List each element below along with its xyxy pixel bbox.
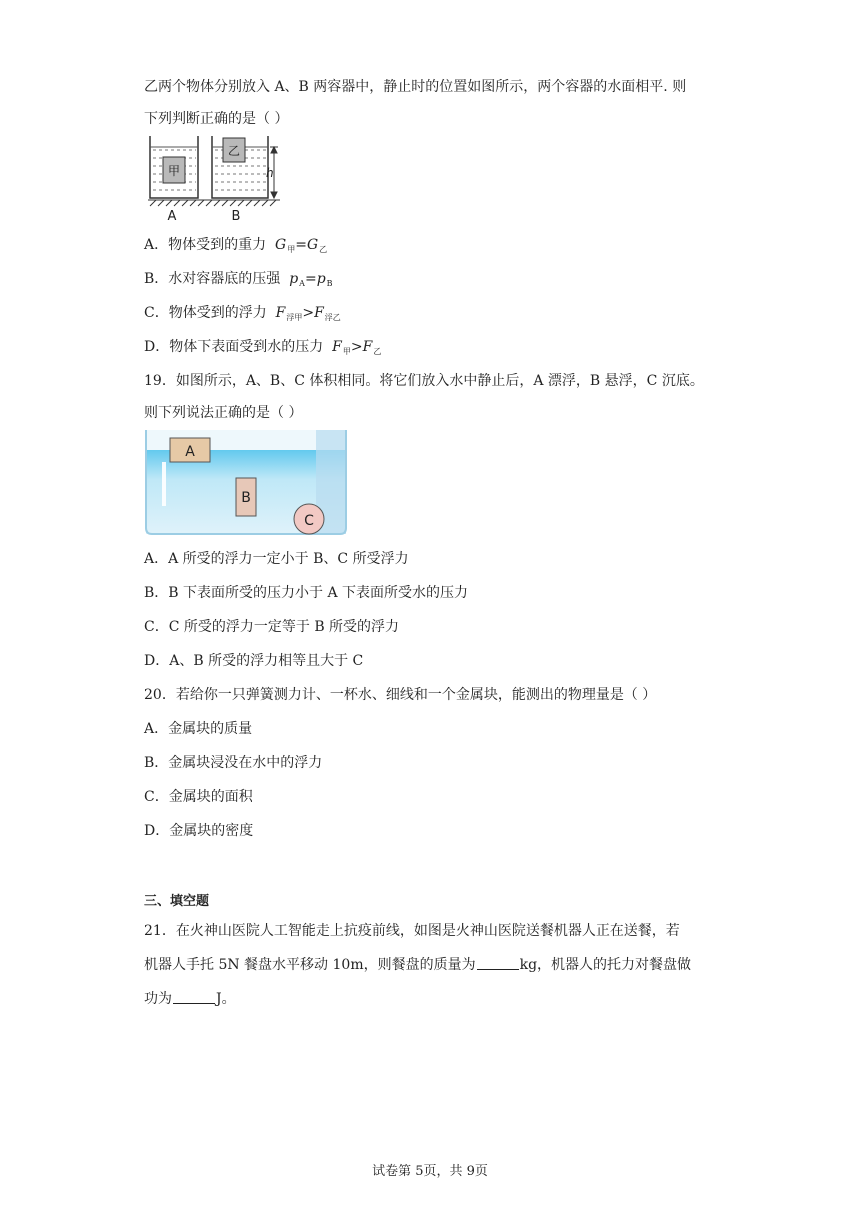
q18-option-c[interactable]: C．物体受到的浮力 $F_{浮甲}>F_{浮乙}$ [144,305,341,322]
answer-blank-work[interactable] [173,991,215,1004]
q19-option-c[interactable]: C．C 所受的浮力一定等于 B 所受的浮力 [144,619,400,635]
q18-text-line1: 乙两个物体分别放入 A、B 两容器中，静止时的位置如图所示，两个容器的水面相平. 则 [144,79,687,95]
ball-c-label: C [304,513,314,529]
q19-option-a[interactable]: A．A 所受的浮力一定小于 B、C 所受浮力 [144,551,409,567]
q19-text-line2: 则下列说法正确的是（ ） [144,405,303,421]
block-jia-label: 甲 [167,164,181,178]
q20-option-b[interactable]: B．金属块浸没在水中的浮力 [144,755,323,771]
glass-highlight [162,462,166,506]
q19-option-b[interactable]: B．B 下表面所受的压力小于 A 下表面所受水的压力 [144,585,469,601]
q18-text-line2: 下列判断正确的是（ ） [144,111,289,127]
q20-option-c[interactable]: C．金属块的面积 [144,789,253,805]
q19-figure [144,428,348,536]
q18-option-a[interactable]: A．物体受到的重力 $G_甲=G_乙$ [144,237,328,254]
container-b [212,136,268,198]
q20-option-d[interactable]: D．金属块的密度 [144,823,254,839]
q18-option-d[interactable]: D．物体下表面受到水的压力 $F_甲>F_乙$ [144,339,382,356]
block-yi-label: 乙 [227,144,241,158]
q21-text-line1: 21．在火神山医院人工智能走上抗疫前线，如图是火神山医院送餐机器人正在送餐，若 [144,923,680,939]
q18-figure [144,130,284,226]
block-b-label: B [241,490,251,506]
container-a [150,136,198,198]
height-label: h [266,166,274,180]
ground-hatching [148,200,280,206]
q21-text-line2: 机器人手托 5N 餐盘水平移动 10m，则餐盘的质量为 kg，机器人的托力对餐盘做 [144,957,692,973]
container-a-label: A [167,209,177,224]
answer-blank-mass[interactable] [477,957,519,970]
q19-option-d[interactable]: D．A、B 所受的浮力相等且大于 C [144,653,364,669]
section-title: 三、填空题 [144,894,210,909]
q20-option-a[interactable]: A．金属块的质量 [144,721,253,737]
q18-option-b[interactable]: B．水对容器底的压强 $p_A=p_B$ [144,271,333,288]
page-footer: 试卷第 5页，共 9页 [372,1164,488,1179]
q19-text-line1: 19．如图所示，A、B、C 体积相同。将它们放入水中静止后，A 漂浮，B 悬浮，C 沉底。 [144,373,704,389]
q20-text-line1: 20．若给你一只弹簧测力计、一杯水、细线和一个金属块，能测出的物理量是（ ） [144,687,657,703]
q21-text-line3: 功为 J。 [144,991,236,1007]
block-a-label: A [185,444,195,460]
container-b-label: B [231,209,241,224]
